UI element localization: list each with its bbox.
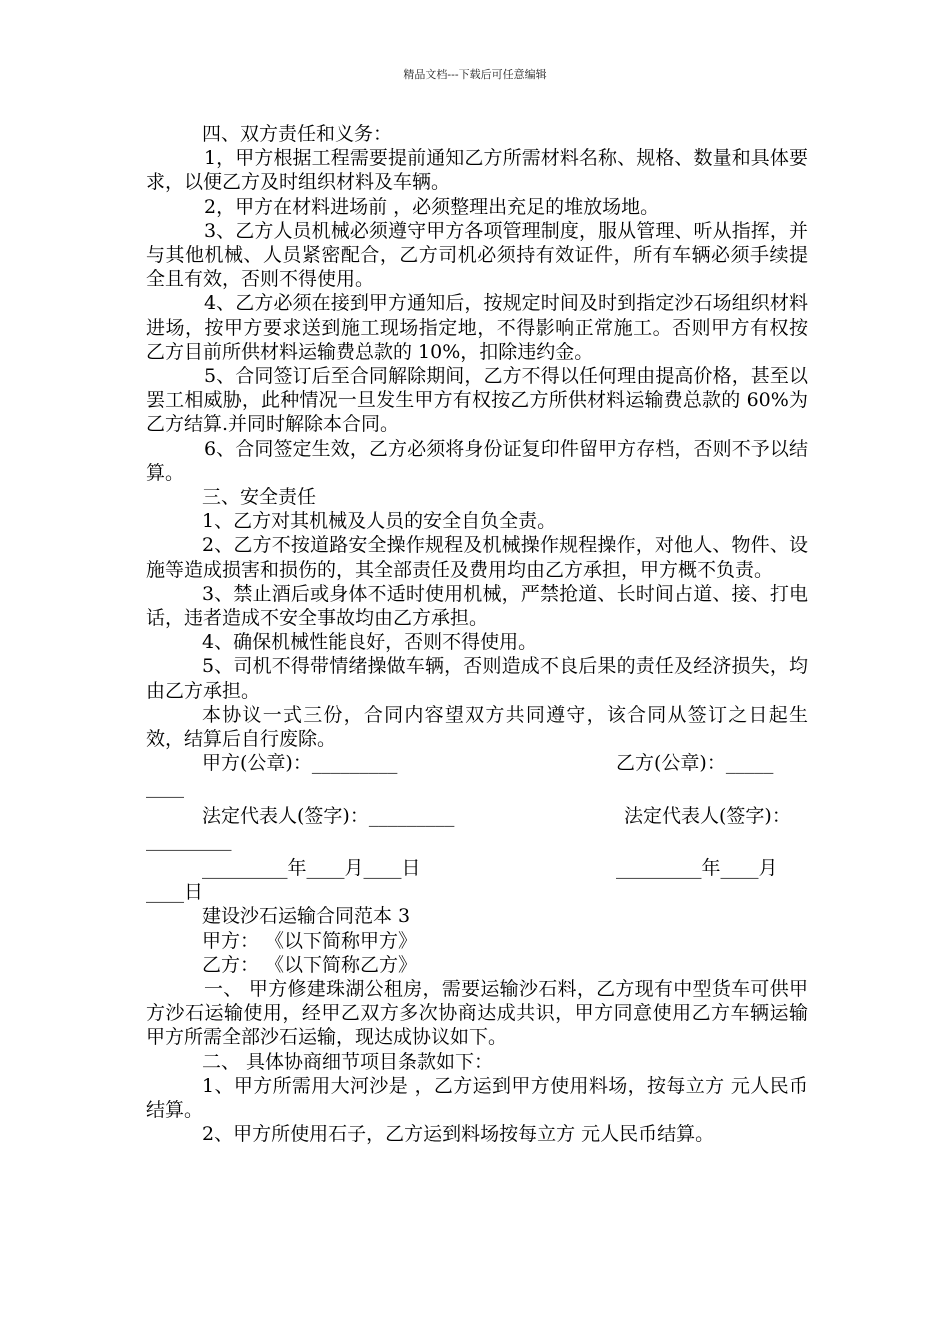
paragraph: 5、司机不得带情绪操做车辆，否则造成不良后果的责任及经济损失，均由乙方承担。 xyxy=(146,655,808,702)
party-b-seal-continued: ____ xyxy=(146,776,184,799)
party-a-seal: 甲方(公章)：_________ xyxy=(202,752,398,775)
paragraph: 2、乙方不按道路安全操作规程及机械操作规程操作，对他人、物件、设施等造成损害和损伤的，其全部责任及费用均由乙方承担，甲方概不负责。 xyxy=(146,534,808,581)
party-a-representative: 法定代表人(签字)：_________ xyxy=(202,804,455,827)
party-b-definition: 乙方： 《以下简称乙方》 xyxy=(202,953,418,976)
paragraph: 2、甲方所使用石子，乙方运到料场按每立方 元人民币结算。 xyxy=(202,1123,715,1146)
paragraph: 本协议一式三份，合同内容望双方共同遵守，该合同从签订之日起生效，结算后自行废除。 xyxy=(146,703,808,751)
party-b-date: _________年____月 xyxy=(616,857,778,880)
party-a-date: _________年____月____日 xyxy=(202,857,421,880)
date-line xyxy=(146,856,808,880)
paragraph: 1、甲方所需用大河沙是 ，乙方运到甲方使用料场，按每立方 元人民币结算。 xyxy=(146,1074,808,1122)
party-a-definition: 甲方： 《以下简称甲方》 xyxy=(202,929,418,952)
paragraph: 3、乙方人员机械必须遵守甲方各项管理制度，服从管理、听从指挥，并与其他机械、人员紧密配合，乙方司机必须持有效证件，所有车辆必须手续提全且有效，否则不得使用。 xyxy=(146,219,808,291)
party-b-date-continued: ____日 xyxy=(146,881,204,904)
contract-title: 建设沙石运输合同范本 3 xyxy=(202,905,411,928)
paragraph: 4、乙方必须在接到甲方通知后，按规定时间及时到指定沙石场组织材料进场，按甲方要求送到施工现场指定地，不得影响正常施工。否则甲方有权按乙方目前所供材料运输费总款的 10%，扣除违约金。 xyxy=(146,292,808,363)
paragraph: 5、合同签订后至合同解除期间，乙方不得以任何理由提高价格，甚至以罢工相威胁，此种情况一旦发生甲方有权按乙方所供材料运输费总款的 60%为乙方结算.并同时解除本合同。 xyxy=(146,365,808,436)
section-heading: 二、 具体协商细节项目条款如下： xyxy=(202,1050,494,1073)
paragraph: 4、确保机械性能良好，否则不得使用。 xyxy=(202,631,538,654)
paragraph: 1、乙方对其机械及人员的安全自负全责。 xyxy=(202,510,557,533)
document-body xyxy=(146,122,808,1146)
party-b-representative: 法定代表人(签字)： xyxy=(624,804,791,827)
representative-line xyxy=(146,804,808,828)
paragraph: 3、禁止酒后或身体不适时使用机械，严禁抢道、长时间占道、接、打电话，违者造成不安全事故均由乙方承担。 xyxy=(146,582,808,630)
page-header: 精品文档---下载后可任意编辑 xyxy=(403,68,547,81)
paragraph: 一、 甲方修建珠湖公租房，需要运输沙石料，乙方现有中型货车可供甲方沙石运输使用，经甲乙双方多次协商达成共识，甲方同意使用乙方车辆运输甲方所需全部沙石运输，现达成协议如下。 xyxy=(146,978,808,1049)
section-heading: 四、双方责任和义务： xyxy=(202,123,393,145)
paragraph: 2，甲方在材料进场前 ，必须整理出充足的堆放场地。 xyxy=(204,195,660,218)
section-heading: 三、安全责任 xyxy=(202,486,317,509)
party-b-seal: 乙方(公章)：_____ xyxy=(616,752,774,775)
paragraph: 6、合同签定生效，乙方必须将身份证复印件留甲方存档，否则不予以结算。 xyxy=(146,437,808,484)
party-b-representative-continued: _________ xyxy=(146,828,232,851)
paragraph: 1，甲方根据工程需要提前通知乙方所需材料名称、规格、数量和具体要求，以便乙方及时组织材料及车辆。 xyxy=(146,147,808,194)
seal-line xyxy=(146,751,808,775)
